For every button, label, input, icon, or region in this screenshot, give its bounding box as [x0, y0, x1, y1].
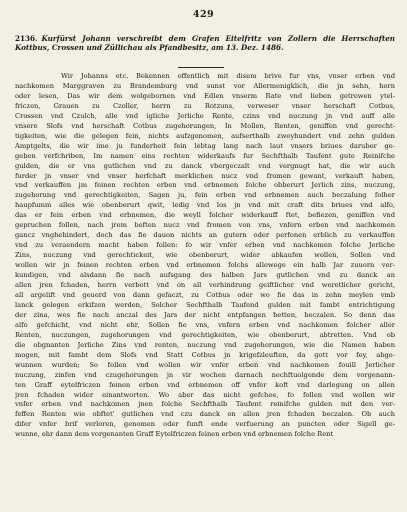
body-line: furder jn vnser vnd vnser herfchaft merklichen nucz vnd fromen gewant, verkauft haben,: [15, 171, 395, 180]
body-line: lanck gelegen erkifzen werden, Solcher Sechfthalb Taufend gulden mit fambt entrichtigung: [15, 300, 395, 309]
document-number: 2136.: [15, 34, 38, 43]
body-line: alfo gefchicht, vnd nicht ehr, Sollen fie vns, vnfern erben vnd nachkomen folcher aller: [15, 320, 395, 329]
body-line: vnfer erben vnd nachkomen jnen folche Sechfthalb Taufent reinifche gulden mit den ver-: [15, 400, 395, 409]
document-title: Kurfürst Johann verschreibt dem Grafen Eitelfritz von Zollern die Herrschaften Kottbus, Crossen und Züllichau als Pfandbesitz, am 13. Dez. 1486.: [15, 34, 395, 53]
body-line: jren fchaden wider einantworten. Wo aber das nicht gefchee, fo follen vnd wollen wir: [15, 390, 395, 399]
body-line: geben verfchriben, Im namen eins rechten widerkaufs fur Sechfthalb Taufent gute Reinifche: [15, 151, 395, 160]
body-line: zugehorung vnd gerechtigkeiten, Sagen ju, fein erben vnd erbnemen auch beczalung folher: [15, 191, 395, 200]
body-line: haupfumm alles wie obenberurt qwit, ledig vnd los jn vnd mit craft dits briues vnd alfo,: [15, 201, 395, 210]
body-line: Renten, nuczungen, zugehorungen vnd gerechtigkeiten, wie obenberurt, abtretten. Vnd ob: [15, 330, 395, 339]
body-line: der zina, wes fie nach anczal des Jars der nicht entpfangen hetten, beczalen. So denn das: [15, 310, 395, 319]
body-line: vnd zu veraendern macht haben follen: fo wir vnfer erben vnd nachkomen folche Jerliche: [15, 241, 395, 250]
body-line: Crossen vnd Czulch, alle vnd igliche Jerliche Rente, czins vnd nuczung jn vnd auff alle: [15, 111, 395, 120]
body-line: ten Graff eytelfriczen feinen erben vnd erbnemen off vnfer koft vnd darlegung on allen: [15, 380, 395, 389]
document-heading: [15, 34, 395, 53]
body-line: gepruchen follen, nach jrem beften nucz vnd fromen von vns, vnfern erben vnd nachkomen: [15, 221, 395, 230]
body-line: wollen wir jn feinen rechten erben vnd erbnemen folchs allewege ein halb Jar zuuorn ver-: [15, 261, 395, 270]
body-line: Amptgelts, die wir ime ju funderheit fein lebtag lang nach laut vnsers briues daruber ge-: [15, 141, 395, 150]
body-line: gancz vnghehindert, doch das fie dauon nichts an gutern oder perfonen erblich zu verkauffen: [15, 231, 395, 240]
body-line: kundigen, vnd alsdann fie nach aufsgang des halben Jars gutlichen vnd zu danck an: [15, 271, 395, 280]
body-line: feffen Renten wie obftet' gutlichen vnd czu danck on allen jren fchaden beczalen. Ob auch: [15, 410, 395, 419]
body-line: nachkomen Marggraven zu Brandemburg vnd sunst vor Allermenigklich, die jn sehn, horn: [15, 81, 395, 90]
body-line: wunnen wurden; So follen vnd wollen wir vnfer erben vnd nachkomen fouill Jerlicher: [15, 360, 395, 369]
title-divider: [178, 67, 224, 68]
body-line: tigkeiten, wie die gelegen fein, nichts aufzgenomen, aufserthalb zweyhundert vnd zehn gulden: [15, 131, 395, 140]
body-line: difer vnfer brif verloren, genomen oder funft ende verfuerung an puncten oder Sigell ge-: [15, 420, 395, 429]
body-line: friczen, Grauen zu Czoller, herrn zu Rotzuns, verweser vnser herschaft Cotbus,: [15, 101, 395, 110]
body-line: all argelift vnd geuerd von dann gefaczt, zu Cotbus oder wo fie das in zehn meylen vmb: [15, 290, 395, 299]
body-line: vnd verkauffen jm feinen rechten erben vnd erbnemen folche obberurt Jerlich zins, nuczung,: [15, 181, 395, 190]
body-line: oder lesen, Das wir dem wolgebornen vnd Edlen vnserm Rate vnd lieben getrewen ytel-: [15, 91, 395, 100]
body-line: nuczung, zinfen vnd czugehorungen jn vir wochen darnach nechftuolgende dem vorgenann-: [15, 370, 395, 379]
body-line: wunne, ehr dann dem vorgenanten Graff Eytelfriczen feinen erben vnd erbnemen folche Rent: [15, 430, 334, 439]
page-number: 429: [192, 9, 215, 20]
body-line: das er fein erben vnd erbnemen, die weyll folcher widerkauff ftet, befiezen, geniffen vnd: [15, 211, 395, 220]
body-line: mogen, mit fambt dem Slofs vnd Statt Cotbus jn krigefzleuften, da gott vor fey, abge-: [15, 350, 395, 359]
document-body: [15, 72, 395, 440]
body-line: vnsere Slofs vnd herschaft Cotbus zugehorungen, In Mollen, Renten, geniffen vnd gerecht-: [15, 121, 395, 130]
body-line: Wir Johanns etc. Bekennen offentlich mit disem brive fur vns, vnser erben vnd: [61, 72, 395, 80]
body-line: Zins, nuczung vnd gerechtickeit, wie obenberurt, wider abkaufen wollen, Sollen vnd: [15, 251, 395, 260]
body-line: gulden, die er vns gutlichen vnd zu danck vbergeczalt vnd vergnugt hat, die wir auch: [15, 161, 395, 170]
body-line: allen jren fchaden, herrn verbott vnd on all verhindrung geiftlicher vnd weretlicher gericht,: [15, 281, 395, 290]
body-line: die obgnanten Jerliche Zins vnd renten, nuczung vnd zugehorungen, wie die Namen haben: [15, 340, 395, 349]
